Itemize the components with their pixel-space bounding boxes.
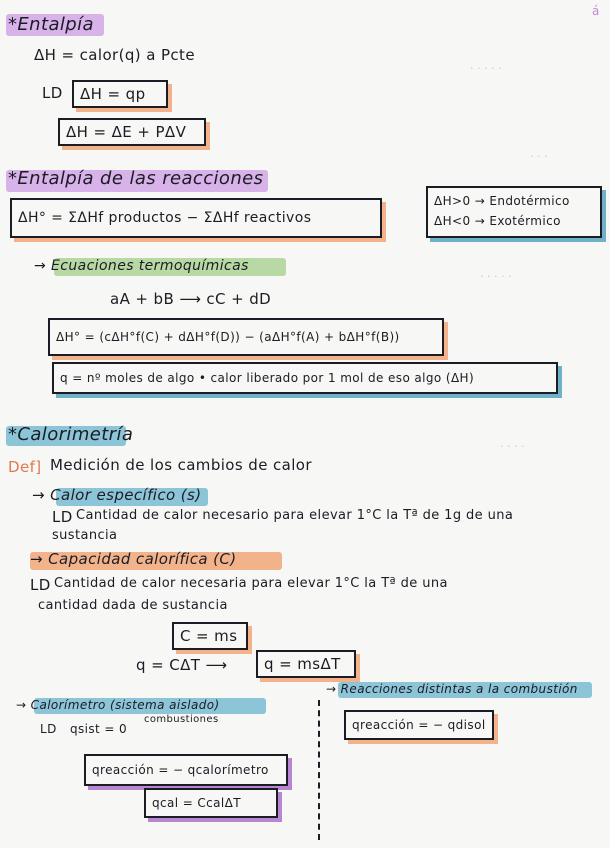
arrow-label: LD xyxy=(30,576,51,594)
standard-enthalpy-formula: ΔH° = ΣΔHf productos − ΣΔHf reactivos xyxy=(10,198,382,238)
calorimetry-title: *Calorimetría xyxy=(8,424,134,445)
calorimetry-definition: Medición de los cambios de calor xyxy=(50,456,312,474)
bleed-through-text: · · · xyxy=(530,150,548,163)
heat-equation: q = CΔT ⟶ xyxy=(136,656,228,674)
column-divider xyxy=(318,700,320,840)
definition-label: Def] xyxy=(8,458,42,476)
bleed-through-text: · · · · · xyxy=(480,270,512,283)
heat-capacity-box: C = ms xyxy=(172,622,248,650)
heat-capacity-title: → Capacidad calorífica (C) xyxy=(30,550,237,568)
calorimeter-reaction-heat-box: qreacción = − qcalorímetro xyxy=(84,754,288,786)
enthalpy-box-energy: ΔH = ΔE + PΔV xyxy=(58,118,206,146)
heat-capacity-text-continued: cantidad dada de sustancia xyxy=(38,598,228,613)
reactions-title: *Entalpía de las reacciones xyxy=(8,168,264,189)
arrow-label: LD xyxy=(52,508,73,526)
calorimeter-title: → Calorímetro (sistema aislado) xyxy=(16,698,220,712)
arrow-label: LD xyxy=(42,84,63,102)
arrow-label: LD xyxy=(40,722,57,736)
enthalpy-definition: ΔH = calor(q) a Pcte xyxy=(34,46,195,64)
combustions-note: combustiones xyxy=(144,714,219,725)
specific-heat-text: Cantidad de calor necesario para elevar 1°C la Tª de 1g de una xyxy=(76,508,514,523)
specific-heat-text-continued: sustancia xyxy=(52,528,118,543)
heat-definition-box: q = nº moles de algo • calor liberado por 1 mol de eso algo (ΔH) xyxy=(52,362,558,394)
endo-exo-box xyxy=(426,186,602,238)
thermochemical-equations-title: → Ecuaciones termoquímicas xyxy=(34,258,249,274)
non-combustion-title: → Reacciones distintas a la combustión xyxy=(326,682,578,696)
bleed-through-text: · · · · · xyxy=(470,62,502,75)
endothermic-text: ΔH>0 → Endotérmico xyxy=(434,194,570,208)
heat-box: q = msΔT xyxy=(256,650,356,678)
generic-reaction-equation: aA + bB ⟶ cC + dD xyxy=(110,290,272,308)
bleed-through-text: · · · · xyxy=(500,440,525,453)
corner-mark: á xyxy=(592,4,600,18)
reaction-enthalpy-formula: ΔH° = (cΔH°f(C) + dΔH°f(D)) − (aΔH°f(A) + bΔH°f(B)) xyxy=(48,318,444,356)
enthalpy-box-qp: ΔH = qp xyxy=(72,80,168,108)
enthalpy-title: *Entalpía xyxy=(8,14,94,35)
specific-heat-title: → Calor específico (s) xyxy=(32,486,202,504)
exothermic-text: ΔH<0 → Exotérmico xyxy=(434,214,561,228)
heat-capacity-text: Cantidad de calor necesaria para elevar 1°C la Tª de una xyxy=(54,576,448,591)
non-combustion-heat-box: qreacción = − qdisol xyxy=(344,710,494,740)
system-heat-zero: qsist = 0 xyxy=(70,722,128,736)
calorimeter-heat-box: qcal = CcalΔT xyxy=(144,788,278,818)
